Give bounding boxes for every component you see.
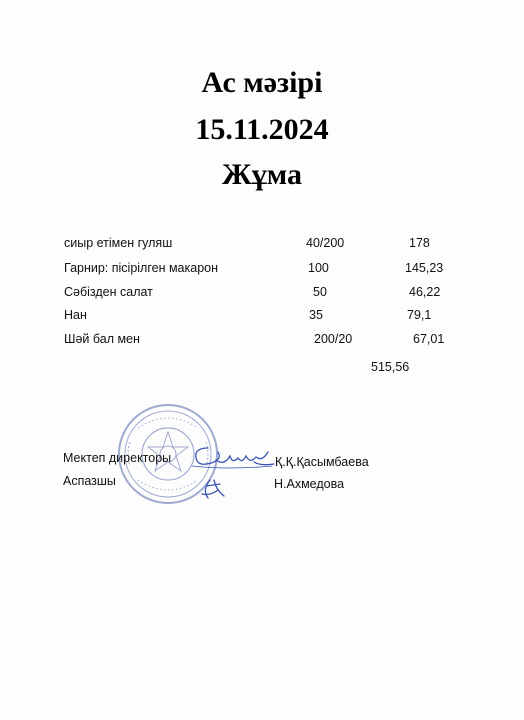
dish-name: сиыр етімен гуляш bbox=[64, 236, 173, 250]
menu-row bbox=[0, 332, 524, 350]
dish-name: Шәй бал мен bbox=[64, 332, 140, 346]
dish-price: 79,1 bbox=[407, 308, 432, 322]
document-weekday: Жұма bbox=[222, 158, 302, 191]
document-date: 15.11.2024 bbox=[195, 113, 329, 146]
cook-role: Аспазшы bbox=[63, 474, 116, 488]
signature-icon bbox=[188, 440, 278, 502]
dish-portion: 200/20 bbox=[314, 332, 353, 346]
dish-price: 178 bbox=[409, 236, 430, 250]
dish-name: Сәбізден салат bbox=[64, 285, 153, 299]
document-title: Ас мәзірі bbox=[201, 66, 323, 99]
dish-price: 46,22 bbox=[409, 285, 441, 299]
dish-portion: 40/200 bbox=[306, 236, 345, 250]
menu-row bbox=[0, 308, 524, 326]
dish-price: 67,01 bbox=[413, 332, 445, 346]
menu-row bbox=[0, 285, 524, 303]
dish-price: 145,23 bbox=[405, 261, 444, 275]
cook-name: Н.Ахмедова bbox=[274, 477, 345, 491]
dish-portion: 35 bbox=[309, 308, 323, 322]
menu-row bbox=[0, 261, 524, 279]
director-role: Мектеп директоры bbox=[63, 451, 172, 465]
menu-total: 515,56 bbox=[371, 360, 410, 374]
director-name: Қ.Қ.Қасымбаева bbox=[275, 455, 369, 469]
menu-row bbox=[0, 236, 524, 254]
dish-portion: 50 bbox=[313, 285, 327, 299]
dish-name: Гарнир: пісірілген макарон bbox=[64, 261, 219, 275]
dish-name: Нан bbox=[64, 308, 87, 322]
dish-portion: 100 bbox=[308, 261, 329, 275]
